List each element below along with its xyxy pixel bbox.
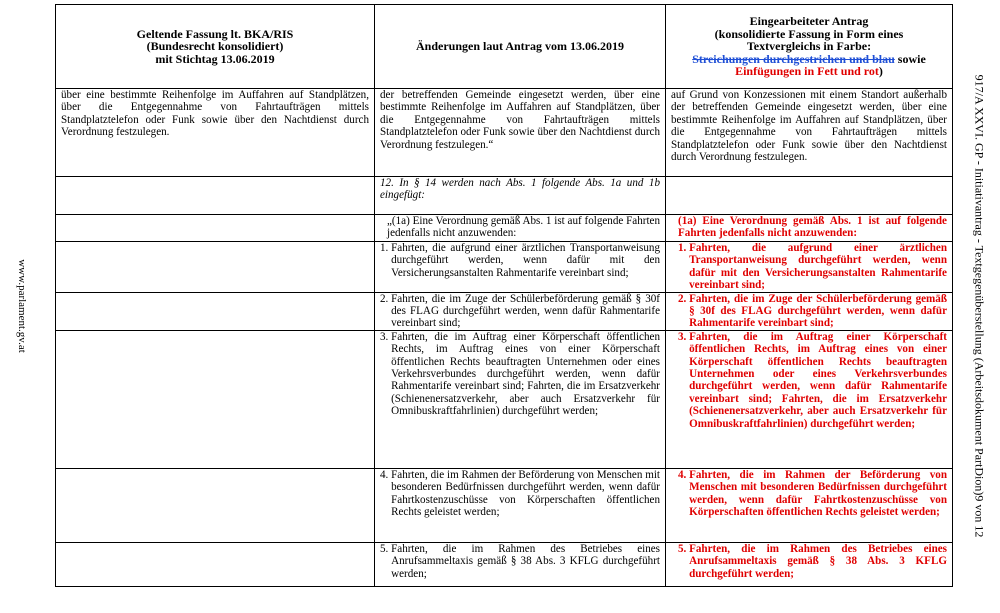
item5-incorporated — [666, 542, 953, 586]
item4-incorporated — [666, 468, 953, 542]
row2-current — [56, 177, 375, 215]
item3-text-red: Fahrten, die im Auftrag einer Körperschaft öffentlichen Rechts, im Auftrag eines von einer Körperschaft öffentlichen Rechts beauftragten Unternehmen oder eines Verkehrsverbundes durchgeführt werden, wenn dafür Rahmentarife vereinbart sind; Fahrten, die im Ersatzverkehr (Schienenersatzverkehr, aber auch Ersatzverkehr für Omnibuskraftfahrlinien) durchgeführt werden; — [689, 330, 947, 430]
header-col1-line3: mit Stichtag 13.06.2019 — [155, 51, 275, 66]
website-url: www.parlament.gv.at — [16, 259, 28, 353]
side-label-right — [958, 0, 1000, 613]
header-col3-line2: (konsolidierte Fassung in Form eines — [714, 26, 904, 41]
row3-changes: „(1a) Eine Verordnung gemäß Abs. 1 ist auf folgende Fahrten jedenfalls nicht anzuwenden: — [375, 215, 666, 242]
list-item — [56, 468, 953, 542]
table-row — [56, 177, 953, 215]
item5-num-red: 5. — [678, 542, 690, 555]
list-item — [56, 330, 953, 468]
item3-current — [56, 330, 375, 468]
item2-num: 2. — [380, 292, 392, 305]
row2-incorporated — [666, 177, 953, 215]
item5-text: Fahrten, die im Rahmen des Betriebes eines Anrufsammeltaxis gemäß § 38 Abs. 3 KFLG durchgeführt werden; — [391, 542, 660, 580]
item4-current — [56, 468, 375, 542]
header-col1-line2: (Bundesrecht konsolidiert) — [146, 39, 284, 54]
header-col3-line3: Textvergleichs in Farbe: — [746, 39, 872, 54]
item5-num: 5. — [380, 542, 392, 555]
item5-current — [56, 542, 375, 586]
item4-num: 4. — [380, 468, 392, 481]
item1-incorporated — [666, 242, 953, 293]
item4-text-red: Fahrten, die im Rahmen der Beförderung von Menschen mit besonderen Bedürfnissen durchgeführt werden, wenn dafür Fahrtkostenzuschüsse von Körperschaften öffentlichen Rechts geleistet werden; — [689, 468, 947, 519]
header-incorporated — [666, 5, 953, 89]
row3-current — [56, 215, 375, 242]
legend-insert: Einfügungen in Fett und rot — [735, 64, 879, 79]
header-col1-line1: Geltende Fassung lt. BKA/RIS — [136, 26, 294, 41]
item1-num: 1. — [380, 242, 392, 254]
item2-changes — [375, 292, 666, 330]
document-reference: 917/A XXVI. GP - Initiativantrag - Textgegenüberstellung (Arbeitsdokument PartDion)9 von 12 — [972, 74, 987, 538]
row2-changes: 12. In § 14 werden nach Abs. 1 folgende Abs. 1a und 1b eingefügt: — [375, 177, 666, 215]
list-item — [56, 292, 953, 330]
item3-num-red: 3. — [678, 330, 690, 343]
row1-incorporated: auf Grund von Konzessionen mit einem Standort außerhalb der betreffenden Gemeinde eingesetzt werden, über eine bestimmte Reihenfolge im Auffahren auf Standplätzen, über die Entgegennahme von Fahrtaufträgen mittels Standplatztelefon oder Funk sowie über den Nachtdienst durch Verordnung festzulegen. — [666, 89, 953, 177]
row3-incorporated: (1a) Eine Verordnung gemäß Abs. 1 ist auf folgende Fahrten jedenfalls nicht anzuwenden: — [666, 215, 953, 242]
item1-text: Fahrten, die aufgrund einer ärztlichen Transportanweisung durchgeführt werden, wenn dafür mit den Versicherungsanstalten Rahmentarife vereinbart sind; — [391, 242, 660, 279]
item2-text: Fahrten, die im Zuge der Schülerbeförderung gemäß § 30f des FLAG durchgeführt werden, wenn dafür Rahmentarife vereinbart sind; — [391, 292, 660, 330]
header-row — [56, 5, 953, 89]
comparison-table — [55, 4, 953, 587]
header-col3-legend2 — [670, 65, 948, 78]
item1-current — [56, 242, 375, 293]
item4-text: Fahrten, die im Rahmen der Beförderung von Menschen mit besonderen Bedürfnissen durchgeführt werden, wenn dafür Fahrtkostenzuschüsse von Körperschaften öffentlichen Rechts geleistet werden; — [391, 468, 660, 519]
list-item — [56, 542, 953, 586]
legend-paren: ) — [878, 64, 883, 79]
item2-text-red: Fahrten, die im Zuge der Schülerbeförderung gemäß § 30f des FLAG durchgeführt werden, wenn dafür Rahmentarife vereinbart sind; — [689, 292, 947, 330]
table-row — [56, 89, 953, 177]
list-item — [56, 242, 953, 293]
side-label-left — [0, 0, 44, 613]
row1-changes: der betreffenden Gemeinde eingesetzt werden, über eine bestimmte Reihenfolge im Auffahren auf Standplätzen, über die Entgegennahme von Fahrtaufträgen mittels Standplatztelefon oder Funk sowie über den Nachtdienst durch Verordnung festzulegen.“ — [375, 89, 666, 177]
item1-text-red: Fahrten, die aufgrund einer ärztlichen Transportanweisung durchgeführt werden, wenn dafür mit den Versicherungsanstalten Rahmentarife vereinbart sind; — [689, 242, 947, 292]
item2-current — [56, 292, 375, 330]
item5-changes — [375, 542, 666, 586]
item3-incorporated — [666, 330, 953, 468]
legend-strike: Streichungen durchgestrichen und blau — [692, 51, 895, 66]
item5-text-red: Fahrten, die im Rahmen des Betriebes eines Anrufsammeltaxis gemäß § 38 Abs. 3 KFLG durchgeführt werden; — [689, 542, 947, 580]
item4-changes — [375, 468, 666, 542]
item2-num-red: 2. — [678, 292, 690, 305]
header-col3-line1: Eingearbeiteter Antrag — [749, 14, 869, 29]
header-col2-text: Änderungen laut Antrag vom 13.06.2019 — [415, 39, 624, 54]
legend-sowie: sowie — [894, 51, 926, 66]
item3-text: Fahrten, die im Auftrag einer Körperschaft öffentlichen Rechts, im Auftrag eines von einer Körperschaft öffentlichen Rechts beauftragten Unternehmen oder eines Verkehrsverbundes durchgeführt werden, wenn dafür Rahmentarife vereinbart sind; Fahrten, die im Ersatzverkehr (Schienenersatzverkehr, aber auch Ersatzverkehr für Omnibuskraftfahrlinien) durchgeführt werden; — [391, 330, 660, 418]
item3-changes — [375, 330, 666, 468]
item1-num-red: 1. — [678, 242, 690, 254]
header-changes — [375, 5, 666, 89]
header-current-version — [56, 5, 375, 89]
row1-current: über eine bestimmte Reihenfolge im Auffahren auf Standplätzen, über die Entgegennahme von Fahrtaufträgen mittels Standplatztelefon oder Funk sowie über den Nachtdienst durch Verordnung festzulegen. — [56, 89, 375, 177]
item3-num: 3. — [380, 330, 392, 343]
item1-changes — [375, 242, 666, 293]
item4-num-red: 4. — [678, 468, 690, 481]
table-row — [56, 215, 953, 242]
item2-incorporated — [666, 292, 953, 330]
